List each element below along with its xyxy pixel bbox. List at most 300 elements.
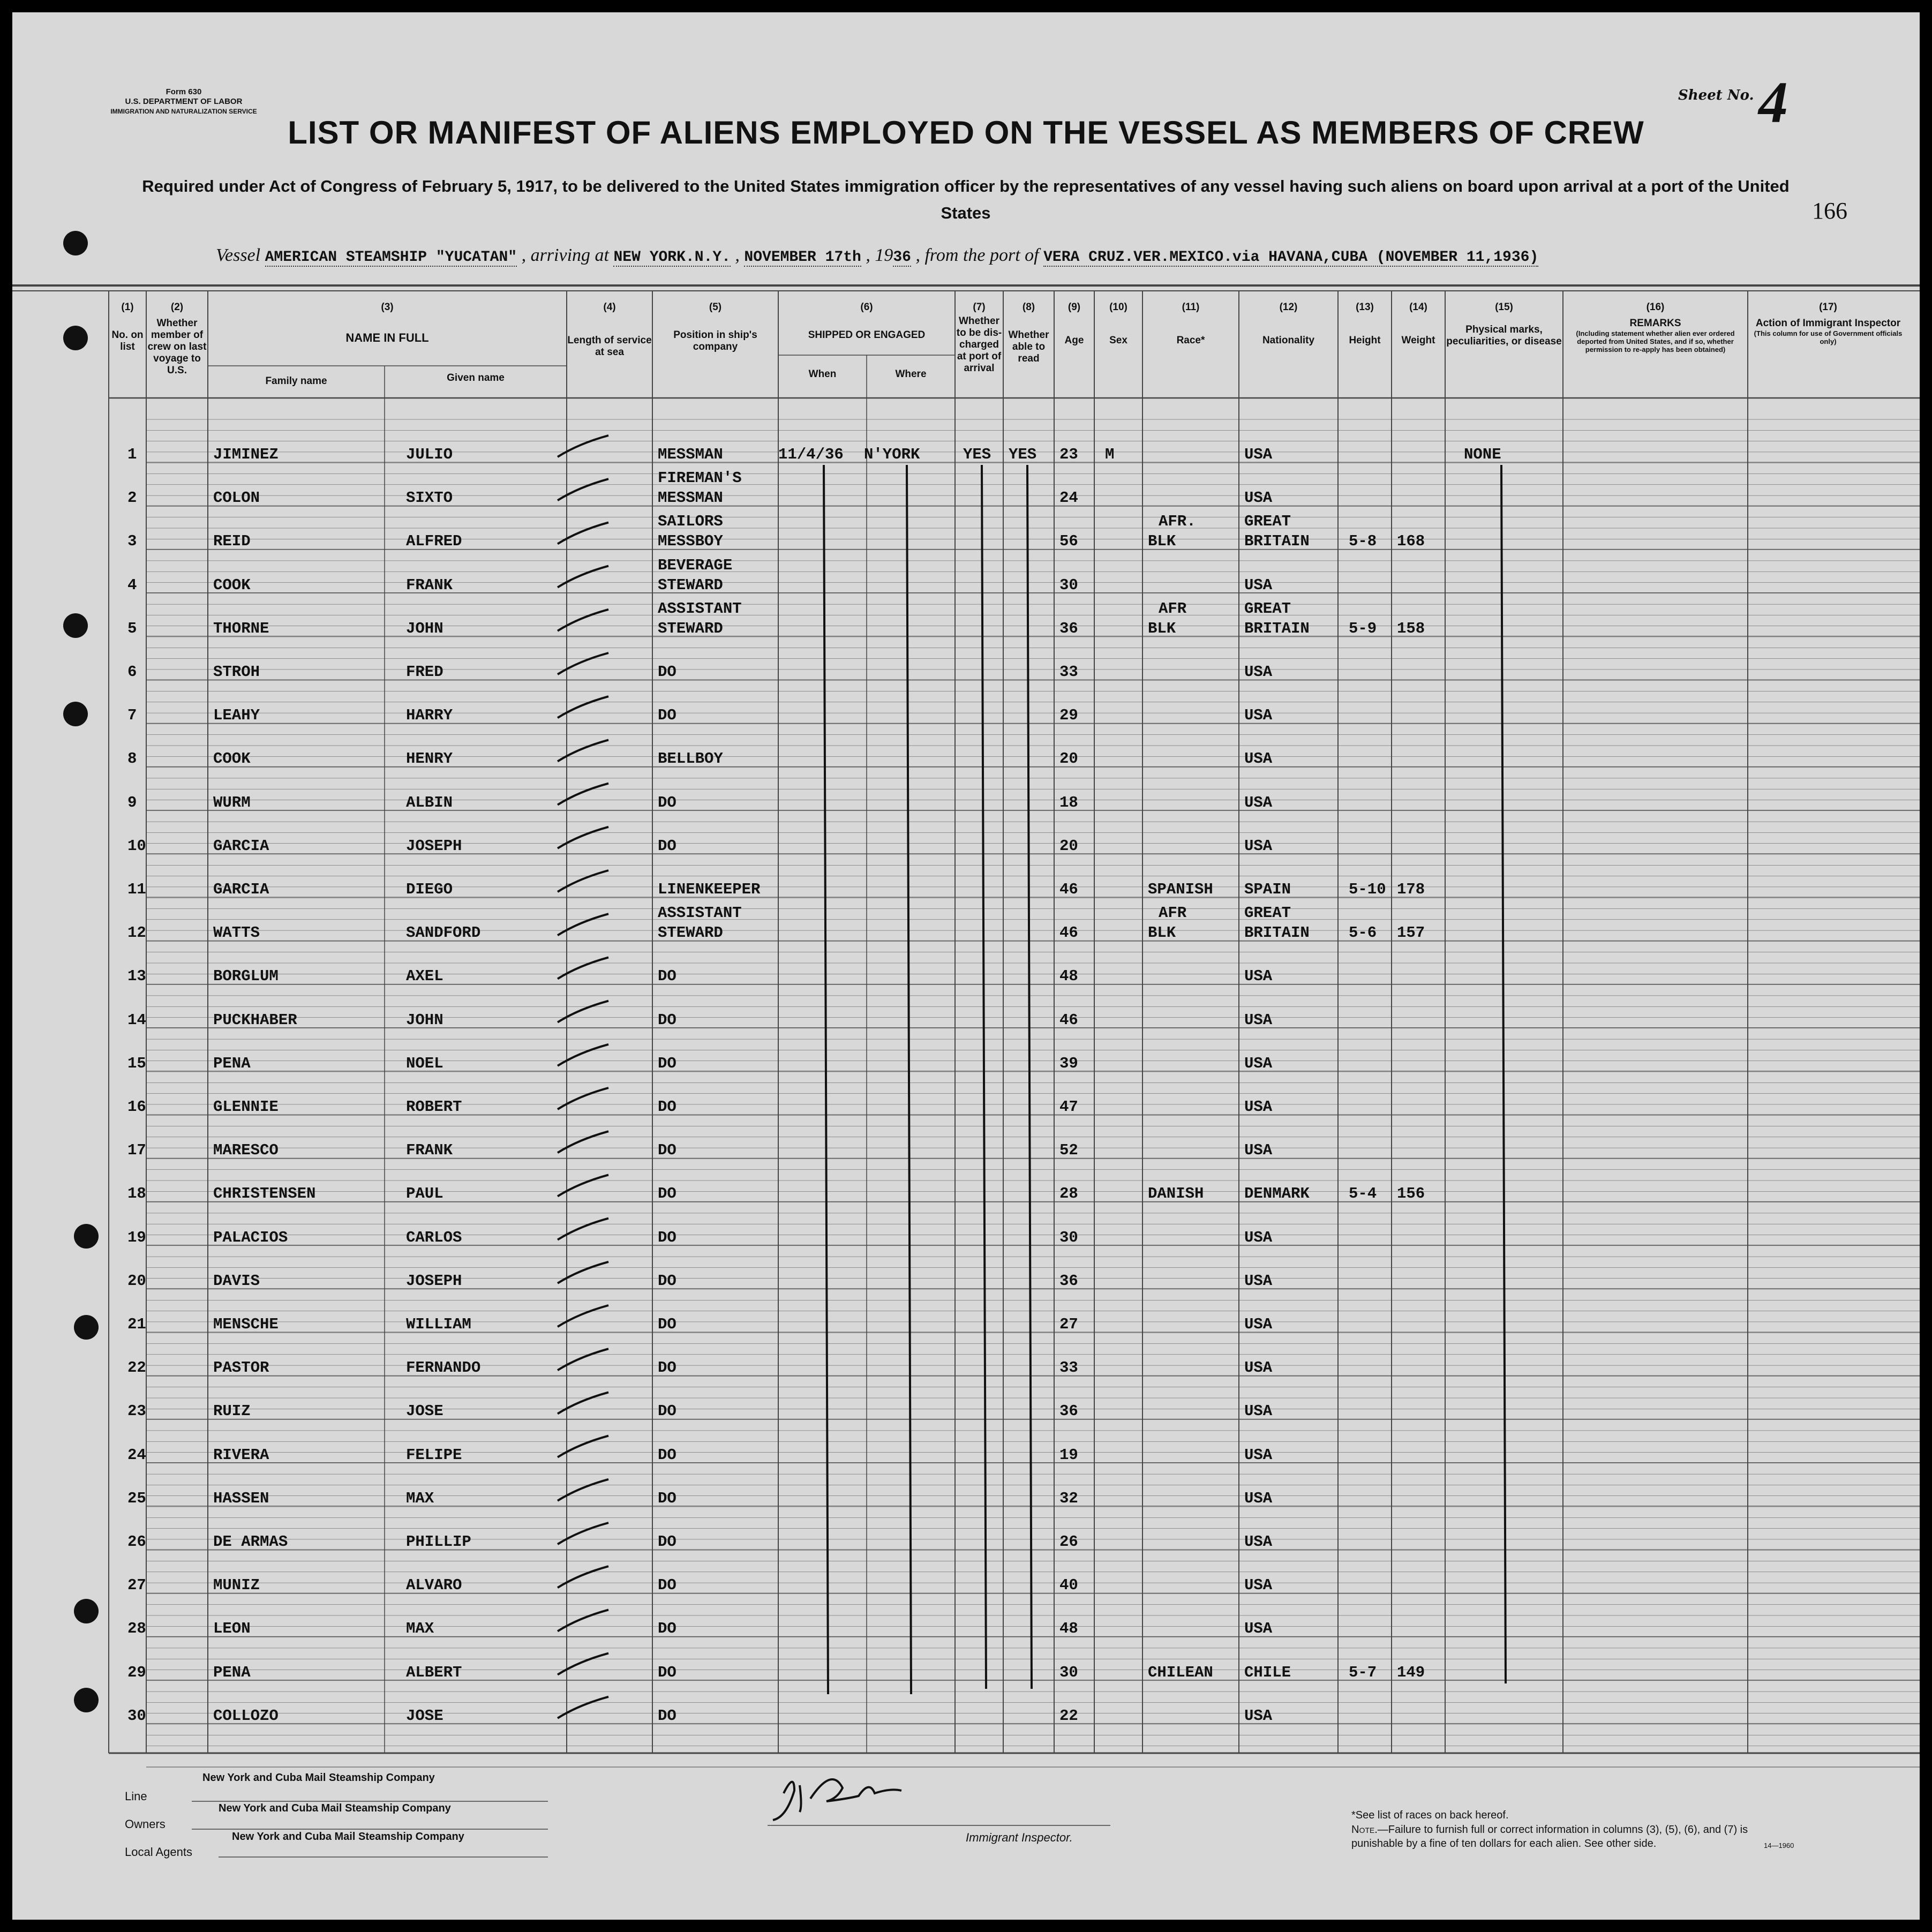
col-position-header: (5) Position in ship's company bbox=[673, 302, 757, 352]
cell-pos2: STEWARD bbox=[658, 924, 723, 942]
cell-pos2: DO bbox=[658, 1489, 676, 1507]
cell-family: RUIZ bbox=[213, 1402, 251, 1420]
cell-age: 20 bbox=[1059, 837, 1078, 855]
cell-no: 30 bbox=[127, 1707, 146, 1725]
cell-race2: BLK bbox=[1148, 532, 1176, 551]
cell-pos2: BELLBOY bbox=[658, 750, 723, 768]
cell-given: ALBERT bbox=[406, 1663, 462, 1681]
check-mark bbox=[558, 653, 608, 674]
manifest-sheet bbox=[12, 12, 1920, 1920]
cell-weight: 168 bbox=[1397, 532, 1425, 551]
cell-height: 5-4 bbox=[1349, 1185, 1377, 1203]
cell-age: 46 bbox=[1059, 1011, 1078, 1029]
cell-no: 19 bbox=[127, 1228, 146, 1246]
cell-pos2: DO bbox=[658, 1011, 676, 1029]
cell-given: MAX bbox=[406, 1620, 434, 1638]
cell-pos2: STEWARD bbox=[658, 576, 723, 594]
cell-age: 30 bbox=[1059, 1228, 1078, 1246]
col-remarks-header: (16) REMARKS (Including statement whether alien ever ordered deported from United States, and if so, whether permission to re-apply has been obtained) bbox=[1576, 302, 1735, 354]
cell-pos2: DO bbox=[658, 1272, 676, 1290]
check-mark bbox=[558, 1001, 608, 1023]
line-value: New York and Cuba Mail Steamship Company bbox=[202, 1772, 435, 1784]
cell-family: WURM bbox=[213, 793, 251, 811]
cell-no: 6 bbox=[127, 663, 137, 681]
cell-weight: 157 bbox=[1397, 924, 1425, 942]
cell-family: COLON bbox=[213, 489, 260, 507]
cell-pos1: SAILORS bbox=[658, 513, 723, 531]
cell-no: 26 bbox=[127, 1533, 146, 1551]
cell-family: COOK bbox=[213, 750, 251, 768]
cell-family: THORNE bbox=[213, 619, 269, 637]
cell-height: 5-10 bbox=[1349, 881, 1386, 898]
cell-pos2: DO bbox=[658, 967, 676, 986]
cell-nat2: CHILE bbox=[1244, 1663, 1291, 1681]
cell-age: 39 bbox=[1059, 1054, 1078, 1072]
ditto-line bbox=[982, 465, 986, 1689]
cell-read: YES bbox=[1009, 446, 1037, 463]
cell-given: FRANK bbox=[406, 1141, 453, 1160]
cell-age: 18 bbox=[1059, 793, 1078, 811]
ditto-line bbox=[907, 465, 911, 1694]
cell-family: DE ARMAS bbox=[213, 1533, 288, 1551]
cell-race2: BLK bbox=[1148, 619, 1176, 637]
cell-no: 16 bbox=[127, 1098, 146, 1116]
cell-pos2: DO bbox=[658, 1359, 676, 1377]
vessel-line: Vessel AMERICAN STEAMSHIP "YUCATAN" , arriving at NEW YORK.N.Y. , NOVEMBER 17th , 1936 , from the port of VERA CRUZ.VER.MEXICO.via HAVANA,CUBA (NOVEMBER 11,1936) bbox=[216, 245, 1539, 266]
cell-pos1: FIREMAN'S bbox=[658, 469, 742, 487]
check-mark bbox=[558, 1436, 608, 1457]
page-title: LIST OR MANIFEST OF ALIENS EMPLOYED ON THE VESSEL AS MEMBERS OF CREW bbox=[288, 115, 1644, 151]
col-height-header: (13) Height bbox=[1349, 302, 1381, 346]
form-code: 14—1960 bbox=[1764, 1841, 1794, 1850]
cell-given: AXEL bbox=[406, 967, 443, 986]
cell-family: HASSEN bbox=[213, 1489, 269, 1507]
cell-nat2: USA bbox=[1244, 1533, 1273, 1551]
cell-nat2: USA bbox=[1244, 663, 1273, 681]
department-name: U.S. DEPARTMENT OF LABOR bbox=[125, 97, 243, 106]
cell-race1: AFR bbox=[1159, 904, 1187, 922]
cell-given: SIXTO bbox=[406, 489, 453, 507]
cell-nat2: USA bbox=[1244, 1620, 1273, 1638]
cell-nat2: BRITAIN bbox=[1244, 532, 1310, 551]
cell-no: 10 bbox=[127, 837, 146, 855]
cell-nat2: USA bbox=[1244, 706, 1273, 725]
form-grid bbox=[12, 12, 1920, 1920]
cell-pos2: DO bbox=[658, 1707, 676, 1725]
cell-age: 30 bbox=[1059, 1663, 1078, 1681]
cell-family: PUCKHABER bbox=[213, 1011, 297, 1029]
col-no-header: (1) No. on list bbox=[111, 302, 144, 352]
cell-pos2: DO bbox=[658, 1098, 676, 1116]
cell-family: PALACIOS bbox=[213, 1228, 288, 1246]
cell-family: JIMINEZ bbox=[213, 446, 279, 463]
cell-no: 12 bbox=[127, 924, 146, 942]
cell-no: 24 bbox=[127, 1446, 146, 1464]
cell-family: CHRISTENSEN bbox=[213, 1185, 316, 1203]
penalty-note: Note.—Failure to furnish full or correct information in columns (3), (5), (6), and (7) is punishable by a fine of ten dollars for each alien. See other side. bbox=[1351, 1824, 1748, 1850]
cell-given: FRED bbox=[406, 663, 443, 681]
col-service-header: (4) Length of service at sea bbox=[567, 302, 652, 358]
cell-pos2: DO bbox=[658, 1315, 676, 1333]
cell-age: 47 bbox=[1059, 1098, 1078, 1116]
cell-given: JOHN bbox=[406, 619, 443, 637]
cell-age: 52 bbox=[1059, 1141, 1078, 1160]
cell-given: JOHN bbox=[406, 1011, 443, 1029]
col-nationality-header: (12) Nationality bbox=[1262, 302, 1315, 346]
col-sex-header: (10) Sex bbox=[1109, 302, 1127, 346]
cell-age: 33 bbox=[1059, 1359, 1078, 1377]
check-mark bbox=[558, 740, 608, 761]
owners-value: New York and Cuba Mail Steamship Company bbox=[219, 1802, 451, 1814]
shipped-where-header: Where bbox=[895, 369, 927, 380]
cell-race1: AFR bbox=[1159, 599, 1187, 618]
cell-family: COOK bbox=[213, 576, 251, 594]
cell-pos2: DO bbox=[658, 1402, 676, 1420]
cell-pos2: DO bbox=[658, 1576, 676, 1595]
races-note: *See list of races on back hereof. bbox=[1351, 1809, 1509, 1821]
cell-when: 11/4/36 bbox=[778, 446, 844, 463]
cell-given: DIEGO bbox=[406, 881, 453, 898]
shipped-when-header: When bbox=[808, 369, 837, 380]
cell-given: CARLOS bbox=[406, 1228, 462, 1246]
cell-nat2: USA bbox=[1244, 1054, 1273, 1072]
cell-nat2: USA bbox=[1244, 1141, 1273, 1160]
check-mark bbox=[558, 1566, 608, 1588]
cell-pos2: STEWARD bbox=[658, 619, 723, 637]
check-mark bbox=[558, 1088, 608, 1109]
cell-nat2: USA bbox=[1244, 1228, 1273, 1246]
check-mark bbox=[558, 696, 608, 718]
arriving-label: , arriving at bbox=[521, 245, 609, 265]
check-mark bbox=[558, 1392, 608, 1414]
cell-nat1: GREAT bbox=[1244, 904, 1291, 922]
cell-weight: 178 bbox=[1397, 881, 1425, 898]
cell-age: 46 bbox=[1059, 924, 1078, 942]
cell-no: 15 bbox=[127, 1054, 146, 1072]
cell-age: 26 bbox=[1059, 1533, 1078, 1551]
cell-family: PASTOR bbox=[213, 1359, 269, 1377]
cell-weight: 156 bbox=[1397, 1185, 1425, 1203]
cell-nat2: USA bbox=[1244, 446, 1273, 463]
cell-sex: M bbox=[1105, 446, 1115, 463]
cell-no: 8 bbox=[127, 750, 137, 768]
cell-family: LEAHY bbox=[213, 706, 260, 725]
check-mark bbox=[558, 1349, 608, 1370]
cell-age: 27 bbox=[1059, 1315, 1078, 1333]
cell-race2: BLK bbox=[1148, 924, 1176, 942]
cell-family: WATTS bbox=[213, 924, 260, 942]
cell-pos2: MESSMAN bbox=[658, 489, 723, 507]
cell-nat2: USA bbox=[1244, 1489, 1273, 1507]
cell-nat2: USA bbox=[1244, 1576, 1273, 1595]
cell-family: PENA bbox=[213, 1054, 251, 1072]
cell-no: 3 bbox=[127, 532, 137, 551]
cell-no: 23 bbox=[127, 1402, 146, 1420]
cell-given: JOSEPH bbox=[406, 1272, 462, 1290]
cell-no: 5 bbox=[127, 619, 137, 637]
page-subtitle: Required under Act of Congress of February 5, 1917, to be delivered to the United States immigration officer by the representatives of any vessel having such aliens on board upon arrival at a port of the United States bbox=[142, 177, 1790, 222]
cell-nat2: USA bbox=[1244, 489, 1273, 507]
cell-age: 19 bbox=[1059, 1446, 1078, 1464]
cell-given: HENRY bbox=[406, 750, 453, 768]
cell-given: ALFRED bbox=[406, 532, 462, 551]
cell-age: 48 bbox=[1059, 967, 1078, 986]
check-mark bbox=[558, 435, 608, 457]
cell-pos2: DO bbox=[658, 1228, 676, 1246]
cell-pos2: DO bbox=[658, 1054, 676, 1072]
cell-family: COLLOZO bbox=[213, 1707, 279, 1725]
cell-where: N'YORK bbox=[864, 446, 920, 463]
cell-age: 28 bbox=[1059, 1185, 1078, 1203]
agents-label: Local Agents bbox=[125, 1845, 192, 1859]
cell-height: 5-9 bbox=[1349, 619, 1377, 637]
ditto-line bbox=[824, 465, 828, 1694]
cell-marks: NONE bbox=[1464, 446, 1501, 463]
cell-family: STROH bbox=[213, 663, 260, 681]
cell-age: 46 bbox=[1059, 881, 1078, 898]
cell-no: 11 bbox=[127, 881, 146, 898]
cell-no: 2 bbox=[127, 489, 137, 507]
cell-family: RIVERA bbox=[213, 1446, 269, 1464]
cell-nat2: USA bbox=[1244, 967, 1273, 986]
cell-given: PHILLIP bbox=[406, 1533, 471, 1551]
cell-weight: 158 bbox=[1397, 619, 1425, 637]
given-name-header: Given name bbox=[447, 372, 505, 384]
cell-nat2: BRITAIN bbox=[1244, 619, 1310, 637]
cell-given: FRANK bbox=[406, 576, 453, 594]
cell-given: JOSEPH bbox=[406, 837, 462, 855]
cell-nat1: GREAT bbox=[1244, 599, 1291, 618]
cell-no: 1 bbox=[127, 446, 137, 463]
from-port: VERA CRUZ.VER.MEXICO.via HAVANA,CUBA (NOVEMBER 11,1936) bbox=[1043, 249, 1539, 266]
cell-given: PAUL bbox=[406, 1185, 443, 1203]
cell-no: 25 bbox=[127, 1489, 146, 1507]
check-mark bbox=[558, 870, 608, 892]
cell-pos2: DO bbox=[658, 663, 676, 681]
cell-nat2: USA bbox=[1244, 793, 1273, 811]
cell-pos1: ASSISTANT bbox=[658, 904, 742, 922]
cell-nat2: USA bbox=[1244, 1707, 1273, 1725]
cell-family: MARESCO bbox=[213, 1141, 279, 1160]
cell-family: LEON bbox=[213, 1620, 251, 1638]
cell-weight: 149 bbox=[1397, 1663, 1425, 1681]
col-race-header: (11) Race* bbox=[1176, 302, 1205, 346]
cell-no: 4 bbox=[127, 576, 137, 594]
owners-label: Owners bbox=[125, 1817, 166, 1831]
cell-no: 21 bbox=[127, 1315, 146, 1333]
cell-family: GARCIA bbox=[213, 837, 269, 855]
cell-nat1: GREAT bbox=[1244, 513, 1291, 531]
cell-given: NOEL bbox=[406, 1054, 443, 1072]
cell-pos1: BEVERAGE bbox=[658, 556, 733, 574]
form-number: Form 630 bbox=[166, 87, 202, 96]
cell-family: DAVIS bbox=[213, 1272, 260, 1290]
cell-age: 56 bbox=[1059, 532, 1078, 551]
check-mark bbox=[558, 1523, 608, 1544]
cell-nat2: USA bbox=[1244, 750, 1273, 768]
col-age-header: (9) Age bbox=[1064, 302, 1084, 346]
cell-pos2: DO bbox=[658, 1185, 676, 1203]
cell-pos2: LINENKEEPER bbox=[658, 881, 761, 898]
cell-no: 28 bbox=[127, 1620, 146, 1638]
check-mark bbox=[558, 1219, 608, 1240]
cell-age: 36 bbox=[1059, 619, 1078, 637]
cell-race2: CHILEAN bbox=[1148, 1663, 1213, 1681]
cell-pos2: DO bbox=[658, 1141, 676, 1160]
cell-disch: YES bbox=[963, 446, 991, 463]
cell-given: JULIO bbox=[406, 446, 453, 463]
line-label: Line bbox=[125, 1790, 147, 1803]
cell-given: WILLIAM bbox=[406, 1315, 471, 1333]
cell-given: ALVARO bbox=[406, 1576, 462, 1595]
cell-age: 22 bbox=[1059, 1707, 1078, 1725]
cell-no: 27 bbox=[127, 1576, 146, 1595]
cell-family: BORGLUM bbox=[213, 967, 279, 986]
vessel-label: Vessel bbox=[216, 245, 261, 265]
cell-age: 36 bbox=[1059, 1272, 1078, 1290]
cell-nat2: USA bbox=[1244, 837, 1273, 855]
col-action-header: (17) Action of Immigrant Inspector (This column for use of Government officials only) bbox=[1754, 302, 1903, 345]
check-mark bbox=[558, 479, 608, 500]
cell-height: 5-8 bbox=[1349, 532, 1377, 551]
check-mark bbox=[558, 1479, 608, 1501]
arriving-port: NEW YORK.N.Y. bbox=[613, 249, 731, 266]
check-mark bbox=[558, 1175, 608, 1196]
cell-age: 32 bbox=[1059, 1489, 1078, 1507]
cell-given: MAX bbox=[406, 1489, 434, 1507]
cell-pos2: DO bbox=[658, 793, 676, 811]
cell-family: MUNIZ bbox=[213, 1576, 260, 1595]
cell-nat2: USA bbox=[1244, 1011, 1273, 1029]
cell-no: 22 bbox=[127, 1359, 146, 1377]
check-mark bbox=[558, 610, 608, 631]
cell-nat2: USA bbox=[1244, 1098, 1273, 1116]
cell-family: PENA bbox=[213, 1663, 251, 1681]
cell-no: 17 bbox=[127, 1141, 146, 1160]
col-read-header: (8) Whether able to read bbox=[1008, 302, 1049, 364]
cell-age: 20 bbox=[1059, 750, 1078, 768]
col-weight-header: (14) Weight bbox=[1401, 302, 1435, 346]
cell-no: 14 bbox=[127, 1011, 146, 1029]
cell-nat2: USA bbox=[1244, 1402, 1273, 1420]
cell-no: 20 bbox=[127, 1272, 146, 1290]
cell-age: 30 bbox=[1059, 576, 1078, 594]
check-mark bbox=[558, 957, 608, 979]
cell-nat2: USA bbox=[1244, 1315, 1273, 1333]
cell-pos2: DO bbox=[658, 706, 676, 725]
cell-pos2: MESSBOY bbox=[658, 532, 723, 551]
check-mark bbox=[558, 1305, 608, 1327]
cell-age: 36 bbox=[1059, 1402, 1078, 1420]
arrival-year: 36 bbox=[893, 249, 911, 266]
family-name-header: Family name bbox=[265, 375, 327, 387]
cell-age: 24 bbox=[1059, 489, 1078, 507]
cell-age: 48 bbox=[1059, 1620, 1078, 1638]
check-mark bbox=[558, 827, 608, 848]
cell-no: 13 bbox=[127, 967, 146, 986]
cell-nat2: USA bbox=[1244, 1446, 1273, 1464]
cell-race2: DANISH bbox=[1148, 1185, 1204, 1203]
check-mark bbox=[558, 1653, 608, 1675]
cell-age: 40 bbox=[1059, 1576, 1078, 1595]
cell-age: 33 bbox=[1059, 663, 1078, 681]
cell-nat2: USA bbox=[1244, 576, 1273, 594]
cell-no: 18 bbox=[127, 1185, 146, 1203]
signature-mark bbox=[773, 1779, 901, 1820]
cell-family: REID bbox=[213, 532, 251, 551]
cell-pos2: DO bbox=[658, 1533, 676, 1551]
check-mark bbox=[558, 566, 608, 588]
cell-pos1: ASSISTANT bbox=[658, 599, 742, 618]
check-mark bbox=[558, 1610, 608, 1631]
cell-given: SANDFORD bbox=[406, 924, 481, 942]
col-shipped-header: (6) SHIPPED OR ENGAGED bbox=[808, 302, 926, 341]
cell-family: MENSCHE bbox=[213, 1315, 279, 1333]
col-marks-header: (15) Physical marks, peculiarities, or disease bbox=[1446, 302, 1562, 347]
cell-nat2: DENMARK bbox=[1244, 1185, 1310, 1203]
cell-no: 29 bbox=[127, 1663, 146, 1681]
cell-nat2: USA bbox=[1244, 1272, 1273, 1290]
cell-age: 23 bbox=[1059, 446, 1078, 463]
cell-height: 5-7 bbox=[1349, 1663, 1377, 1681]
cell-given: FERNANDO bbox=[406, 1359, 481, 1377]
cell-pos2: MESSMAN bbox=[658, 446, 723, 463]
cell-family: GLENNIE bbox=[213, 1098, 279, 1116]
cell-pos2: DO bbox=[658, 1620, 676, 1638]
cell-nat2: BRITAIN bbox=[1244, 924, 1310, 942]
cell-no: 9 bbox=[127, 793, 137, 811]
from-label: , from the port of bbox=[915, 245, 1039, 265]
cell-age: 29 bbox=[1059, 706, 1078, 725]
arrival-date: NOVEMBER 17th bbox=[744, 249, 861, 266]
inspector-label: Immigrant Inspector. bbox=[966, 1831, 1073, 1844]
sheet-number: 4 bbox=[1758, 70, 1788, 135]
cell-given: JOSE bbox=[406, 1402, 443, 1420]
cell-height: 5-6 bbox=[1349, 924, 1377, 942]
check-mark bbox=[558, 784, 608, 805]
sheet-label: Sheet No. bbox=[1678, 87, 1754, 103]
cell-race2: SPANISH bbox=[1148, 881, 1213, 898]
col-crew-header: (2) Whether member of crew on last voyage to U.S. bbox=[147, 302, 207, 376]
vessel-name: AMERICAN STEAMSHIP "YUCATAN" bbox=[265, 249, 517, 266]
cell-nat2: SPAIN bbox=[1244, 881, 1291, 898]
agents-value: New York and Cuba Mail Steamship Company bbox=[232, 1831, 464, 1843]
cell-family: GARCIA bbox=[213, 881, 269, 898]
cell-nat2: USA bbox=[1244, 1359, 1273, 1377]
cell-pos2: DO bbox=[658, 1663, 676, 1681]
service-name: IMMIGRATION AND NATURALIZATION SERVICE bbox=[110, 108, 257, 115]
check-mark bbox=[558, 1262, 608, 1283]
cell-no: 7 bbox=[127, 706, 137, 725]
col-discharge-header: (7) Whether to be dis-charged at port of arrival bbox=[956, 302, 1002, 374]
page-number: 166 bbox=[1812, 198, 1847, 224]
check-mark bbox=[558, 1044, 608, 1066]
col-name-header: (3) NAME IN FULL bbox=[345, 302, 429, 344]
cell-pos2: DO bbox=[658, 1446, 676, 1464]
cell-race1: AFR. bbox=[1159, 513, 1196, 531]
cell-given: JOSE bbox=[406, 1707, 443, 1725]
cell-given: HARRY bbox=[406, 706, 453, 725]
ditto-line bbox=[1027, 465, 1032, 1689]
cell-given: ROBERT bbox=[406, 1098, 462, 1116]
check-mark bbox=[558, 914, 608, 935]
year-prefix: , 19 bbox=[866, 245, 893, 265]
cell-given: FELIPE bbox=[406, 1446, 462, 1464]
check-mark bbox=[558, 1697, 608, 1718]
cell-pos2: DO bbox=[658, 837, 676, 855]
cell-given: ALBIN bbox=[406, 793, 453, 811]
check-mark bbox=[558, 522, 608, 544]
